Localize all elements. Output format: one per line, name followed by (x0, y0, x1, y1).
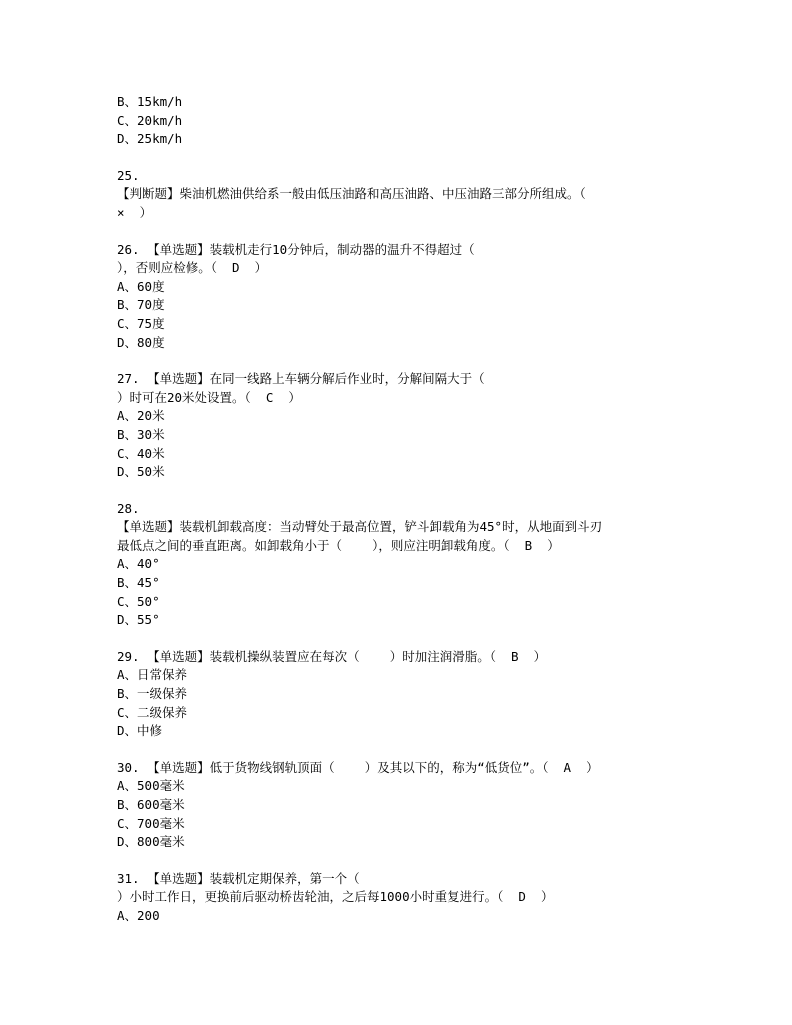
option-b: B、45° (117, 575, 160, 591)
option-b: B、15km/h (117, 94, 183, 109)
option-d: D、80度 (117, 334, 165, 350)
option-c: C、75度 (117, 315, 165, 331)
option-a: A、20米 (117, 408, 165, 424)
option-d: D、55° (117, 612, 160, 628)
question-text: 【单选题】装载机卸载高度：当动臂处于最高位置，铲斗卸载角为45°时，从地面到斗刃 (117, 519, 603, 535)
option-a: A、日常保养 (117, 667, 188, 683)
question-27 (117, 370, 717, 482)
option-d: D、50米 (117, 464, 165, 480)
question-25 (117, 167, 717, 223)
option-b: B、30米 (117, 426, 165, 442)
option-c: C、20km/h (117, 112, 183, 128)
document-page (117, 93, 717, 926)
option-b: B、70度 (117, 297, 165, 313)
question-text: 29. 【单选题】装载机操纵装置应在每次（ ）时加注润滑脂。（ B ） (117, 648, 547, 664)
option-c: C、50° (117, 593, 160, 609)
question-text: 27. 【单选题】在同一线路上车辆分解后作业时，分解间隔大于（ (117, 371, 485, 387)
question-number: 28. (117, 500, 140, 516)
option-d: D、25km/h (117, 131, 183, 147)
question-number: 25. (117, 167, 140, 183)
option-b: B、600毫米 (117, 797, 185, 812)
option-c: C、二级保养 (117, 704, 188, 720)
question-answer: ），否则应检修。（ D ） (117, 260, 268, 276)
question-31 (117, 870, 717, 926)
question-text: 26. 【单选题】装载机走行10分钟后，制动器的温升不得超过（ (117, 241, 475, 257)
question-24-options-tail (117, 93, 717, 149)
option-d: D、800毫米 (117, 834, 185, 850)
question-answer: × ） (117, 204, 153, 220)
question-text: 30. 【单选题】低于货物线钢轨顶面（ ）及其以下的，称为“低货位”。（ A ） (117, 759, 599, 775)
option-a: A、60度 (117, 278, 165, 294)
question-text: 31. 【单选题】装载机定期保养，第一个（ (117, 870, 360, 886)
option-a: A、40° (117, 556, 160, 572)
question-28 (117, 500, 717, 630)
option-c: C、40米 (117, 445, 165, 461)
option-c: C、700毫米 (117, 815, 185, 831)
question-answer: 最低点之间的垂直距离。如卸载角小于（ ），则应注明卸载角度。（ B ） (117, 537, 560, 553)
question-text: 【判断题】柴油机燃油供给系一般由低压油路和高压油路、中压油路三部分所组成。（ (117, 186, 586, 202)
question-26 (117, 241, 717, 353)
option-d: D、中修 (117, 723, 163, 739)
option-a: A、500毫米 (117, 778, 185, 794)
question-29 (117, 648, 717, 741)
option-b: B、一级保养 (117, 686, 188, 702)
question-30 (117, 759, 717, 852)
option-a: A、200 (117, 907, 160, 923)
question-answer: ）时可在20米处设置。（ C ） (117, 389, 301, 405)
question-answer: ）小时工作日，更换前后驱动桥齿轮油，之后每1000小时重复进行。（ D ） (117, 889, 554, 905)
